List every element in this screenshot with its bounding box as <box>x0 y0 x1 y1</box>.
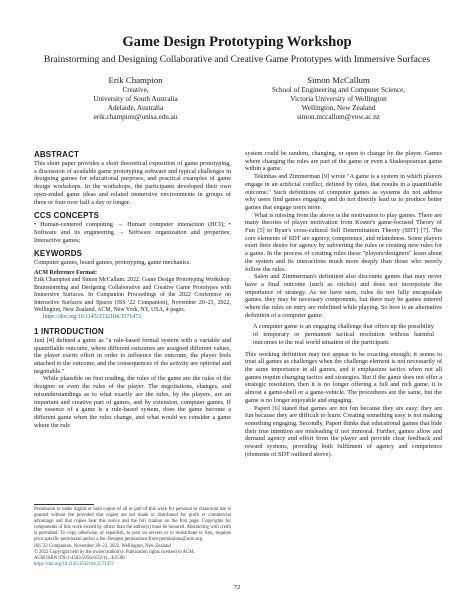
author-affiliation: Victoria University of Wellington <box>290 95 387 103</box>
author-email: simon.mccallum@vuw.ac.nz <box>297 113 380 121</box>
body-paragraph: Tekinbas and Zimmerman [9] wrote "A game is a system in which players engage in an artificial conflict, defined by rules, that results in a quantifiable outcome." Such definitions of computer games as systems do not address why users find games engaging and do not directly lead us to produce better games that engage users more. <box>245 173 442 211</box>
footnote-rule <box>34 504 94 505</box>
author-email: erik.champion@unisa.edu.au <box>93 113 178 121</box>
introduction-heading: 1 INTRODUCTION <box>34 326 104 336</box>
author-block <box>34 75 440 122</box>
author-affiliation: University of South Australia <box>93 95 178 103</box>
intro-paragraph: Juul [4] defined a game as "a rule-based formal system with a variable and quantifiable outcome, where different outcomes are assigned different values, the player exerts effort in order to influence the outcome, the player feels attached to the outcome, and the consequences of the activity are optional and negotiable." <box>34 336 231 375</box>
author-name: Simon McCallum <box>307 75 370 85</box>
permission-text: Permission to make digital or hard copies of all or part of this work for personal or classroom use is granted without fee provided that copies are not made or distributed for profit or commercial advantage and that copies bear this notice and the full citation on the first page. Copyrights for components of this work owned by others than the author(s) must be honored. Abstracting with credit is permitted. To copy otherwise, or republish, to post on servers or to redistribute to lists, requires prior specific permission and/or a fee. Request permissions from permissions@acm.org. <box>34 507 231 543</box>
footnote-doi-link[interactable]: https://doi.org/10.1145/3532104.3571472 <box>34 561 114 567</box>
definition-quote: A computer game is an engaging challenge that offers up the possibility of temporary or permanent tactical resolution without harmful outcomes to the real world situation of the participant. <box>253 323 434 346</box>
author-1 <box>34 75 237 122</box>
author-name: Erik Champion <box>108 75 163 85</box>
paper-title: Game Design Prototyping Workshop <box>122 34 352 50</box>
body-paragraph: This working definition may not appear to be exacting enough; it seems to treat all games as challenges when the challenge element is not necessarily of the same importance in all games, and it emphasizes tactics when not all games require changing tactics and strategies. But if the game does not offer a strategic resolution, then it is no longer offering a full and rich game, it is almost a game-shell or a game-vehicle. The procedures are the same, but the game is no longer enjoyable and engaging. <box>245 350 442 404</box>
isbn-text: ACM ISBN 978-1-4503-9356-0/22/11...$15.00 <box>34 555 125 561</box>
copyright-text: © 2022 Copyright held by the owner/author(s). Publication rights licensed to ACM. <box>34 549 195 555</box>
abstract-text: This short paper provides a short theoretical exposition of game prototyping, a discussion of available game prototyping software and typical challenges in designing games for educational purposes, and practical examples of game design workshops. In the workshops, the participants developed their own open-ended game ideas and related immersive environments in groups of three or four over half a day or longer. <box>34 160 231 206</box>
reference-doi-link[interactable]: https://doi.org/10.1145/3532104.3571472 <box>43 314 142 321</box>
reference-format-label: ACM Reference Format: <box>34 270 98 277</box>
keywords-heading: KEYWORDS <box>34 249 83 259</box>
ccs-heading: CCS CONCEPTS <box>34 211 100 221</box>
body-paragraph: Papert [6] stated that games are not fun because they are easy; they are fun because they are difficult to learn. Creating something easy is not making something engaging. Secondly, Papert thinks that educational games that hide their true intention are misleading if not immoral. Further, games allow and demand agency and effort from the player and provide clear feedback and reward systems, providing both fulfilment of agency and competence (elements of SDT outlined above). <box>245 404 442 458</box>
paper-subtitle: Brainstorming and Designing Collaborative and Creative Game Prototypes with Immersive Surfaces <box>43 54 431 65</box>
intro-paragraph: While plausible on first reading, the rules of the game are the rules of the designer or even the rules of the player. The negotiations, changes, and misunderstandings as to what exactly are the rules, by the players, are an important and creative part of games, and by extension, computer games. If the essence of a game is a rule-based system, does the game become a different game when the rules change, and what would we consider a game where the rule <box>34 375 231 429</box>
body-paragraph: Salen and Zimmerman's definition also discounts games that may never have a final outcome (such as cricket) and does not incorporate the importance of strategy. As we have seen, rules do not fully encapsulate games, they may be necessary components, but there may be games entered where the rules on entry are redefined while playing. So here is an alternative definition of a computer game: <box>245 273 442 319</box>
page-number: 72 <box>233 584 241 591</box>
author-affiliation: Creative, <box>122 86 149 94</box>
permission-footnote <box>34 504 231 568</box>
ccs-concepts: • Human-centered computing → Human computer interaction (HCI); • Software and its engineering → Software organization and properties; Interactive games; <box>34 221 231 244</box>
left-column <box>34 150 231 429</box>
body-paragraph: system could be random, changing, or open to change by the player. Games where changing the rules are part of the game or even a Shakespearean game within a game. <box>245 150 442 173</box>
author-location: Wellington, New Zealand <box>301 104 376 112</box>
author-location: Adelaide, Australia <box>107 104 164 112</box>
author-2 <box>237 75 440 122</box>
right-column <box>245 150 442 458</box>
venue-text: ISS '22 Companion, November 20–23, 2022, Wellington, New Zealand <box>34 543 171 549</box>
abstract-heading: ABSTRACT <box>34 150 79 159</box>
author-affiliation: School of Engineering and Computer Science, <box>271 86 406 94</box>
body-paragraph: What is missing from the above is the motivation to play games. There are many theories of player motivation from Koster's game-focused Theory of Fun [5] to Ryan's cross-cultural Self Determination Theory (SDT) [7]. The core elements of SDT are agency, competence, and relatedness. Some players exert their desire for agency by subverting the rules or creating new rules for a game. In the process of creating rules these "players/designers" learn about the system and its interactions much more deeply than those who merely follow the rules. <box>245 211 442 273</box>
keywords-text: Computer games, board games, prototyping, game mechanics. <box>34 259 192 267</box>
reference-format-text: Erik Champion and Simon McCallum. 2022. Game Design Prototyping Workshop: Brainstorming and Designing Collaborative and Creative Game Prototypes with Immersive Surfaces. In Companion Proceedings of the 2022 Conference on Interactive Surfaces and Spaces (ISS '22 Companion), November 20–23, 2022, Wellington, New Zealand. ACM, New York, NY, USA, 4 pages. <box>34 277 231 314</box>
